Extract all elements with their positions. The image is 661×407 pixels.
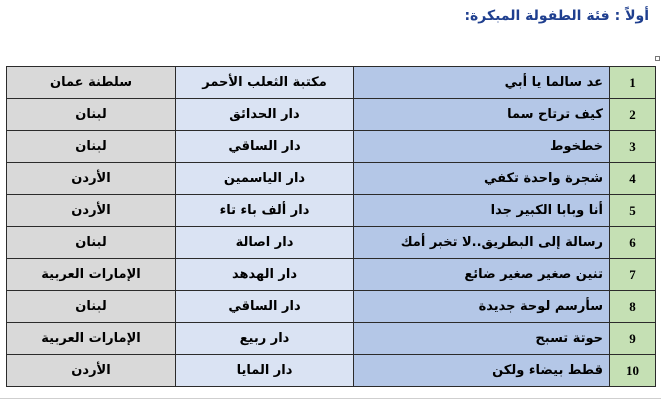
- row-number-cell[interactable]: 3: [610, 131, 656, 163]
- country-cell[interactable]: الأردن: [7, 195, 176, 227]
- books-table: [6, 66, 656, 387]
- book-title-cell[interactable]: شجرة واحدة تكفي: [354, 163, 610, 195]
- publisher-cell[interactable]: دار اصالة: [176, 227, 354, 259]
- table-row: [7, 195, 656, 227]
- row-number-cell[interactable]: 2: [610, 99, 656, 131]
- publisher-cell[interactable]: دار الهدهد: [176, 259, 354, 291]
- book-title-cell[interactable]: قطط بيضاء ولكن: [354, 355, 610, 387]
- table-row: [7, 131, 656, 163]
- table-row: [7, 259, 656, 291]
- row-number-cell[interactable]: 7: [610, 259, 656, 291]
- table-row: [7, 67, 656, 99]
- row-number-cell[interactable]: 1: [610, 67, 656, 99]
- publisher-cell[interactable]: دار الحدائق: [176, 99, 354, 131]
- table-row: [7, 355, 656, 387]
- publisher-cell[interactable]: دار الساقي: [176, 291, 354, 323]
- publisher-cell[interactable]: مكتبة الثعلب الأحمر: [176, 67, 354, 99]
- books-table-body: [7, 67, 656, 387]
- book-title-cell[interactable]: حوتة تسبح: [354, 323, 610, 355]
- book-title-cell[interactable]: رسالة إلى البطريق..لا تخبر أمك: [354, 227, 610, 259]
- book-title-cell[interactable]: عد سالما يا أبي: [354, 67, 610, 99]
- country-cell[interactable]: الإمارات العربية: [7, 323, 176, 355]
- country-cell[interactable]: لبنان: [7, 99, 176, 131]
- publisher-cell[interactable]: دار ألف باء تاء: [176, 195, 354, 227]
- country-cell[interactable]: لبنان: [7, 131, 176, 163]
- table-move-handle[interactable]: [655, 56, 660, 61]
- country-cell[interactable]: الأردن: [7, 355, 176, 387]
- country-cell[interactable]: لبنان: [7, 291, 176, 323]
- table-row: [7, 291, 656, 323]
- publisher-cell[interactable]: دار ربيع: [176, 323, 354, 355]
- country-cell[interactable]: الأردن: [7, 163, 176, 195]
- publisher-cell[interactable]: دار الساقي: [176, 131, 354, 163]
- book-title-cell[interactable]: خطخوط: [354, 131, 610, 163]
- page-edge-divider: [0, 398, 661, 399]
- book-title-cell[interactable]: أنا وبابا الكبير جدا: [354, 195, 610, 227]
- book-title-cell[interactable]: سأرسم لوحة جديدة: [354, 291, 610, 323]
- row-number-cell[interactable]: 6: [610, 227, 656, 259]
- book-title-cell[interactable]: كيف ترتاح سما: [354, 99, 610, 131]
- country-cell[interactable]: الإمارات العربية: [7, 259, 176, 291]
- row-number-cell[interactable]: 10: [610, 355, 656, 387]
- publisher-cell[interactable]: دار المايا: [176, 355, 354, 387]
- table-row: [7, 99, 656, 131]
- row-number-cell[interactable]: 9: [610, 323, 656, 355]
- country-cell[interactable]: سلطنة عمان: [7, 67, 176, 99]
- book-title-cell[interactable]: تنين صغير صغير ضائع: [354, 259, 610, 291]
- table-row: [7, 227, 656, 259]
- row-number-cell[interactable]: 5: [610, 195, 656, 227]
- table-row: [7, 163, 656, 195]
- row-number-cell[interactable]: 8: [610, 291, 656, 323]
- publisher-cell[interactable]: دار الياسمين: [176, 163, 354, 195]
- section-heading: أولاً : فئة الطفولة المبكرة:: [464, 8, 649, 24]
- row-number-cell[interactable]: 4: [610, 163, 656, 195]
- table-row: [7, 323, 656, 355]
- country-cell[interactable]: لبنان: [7, 227, 176, 259]
